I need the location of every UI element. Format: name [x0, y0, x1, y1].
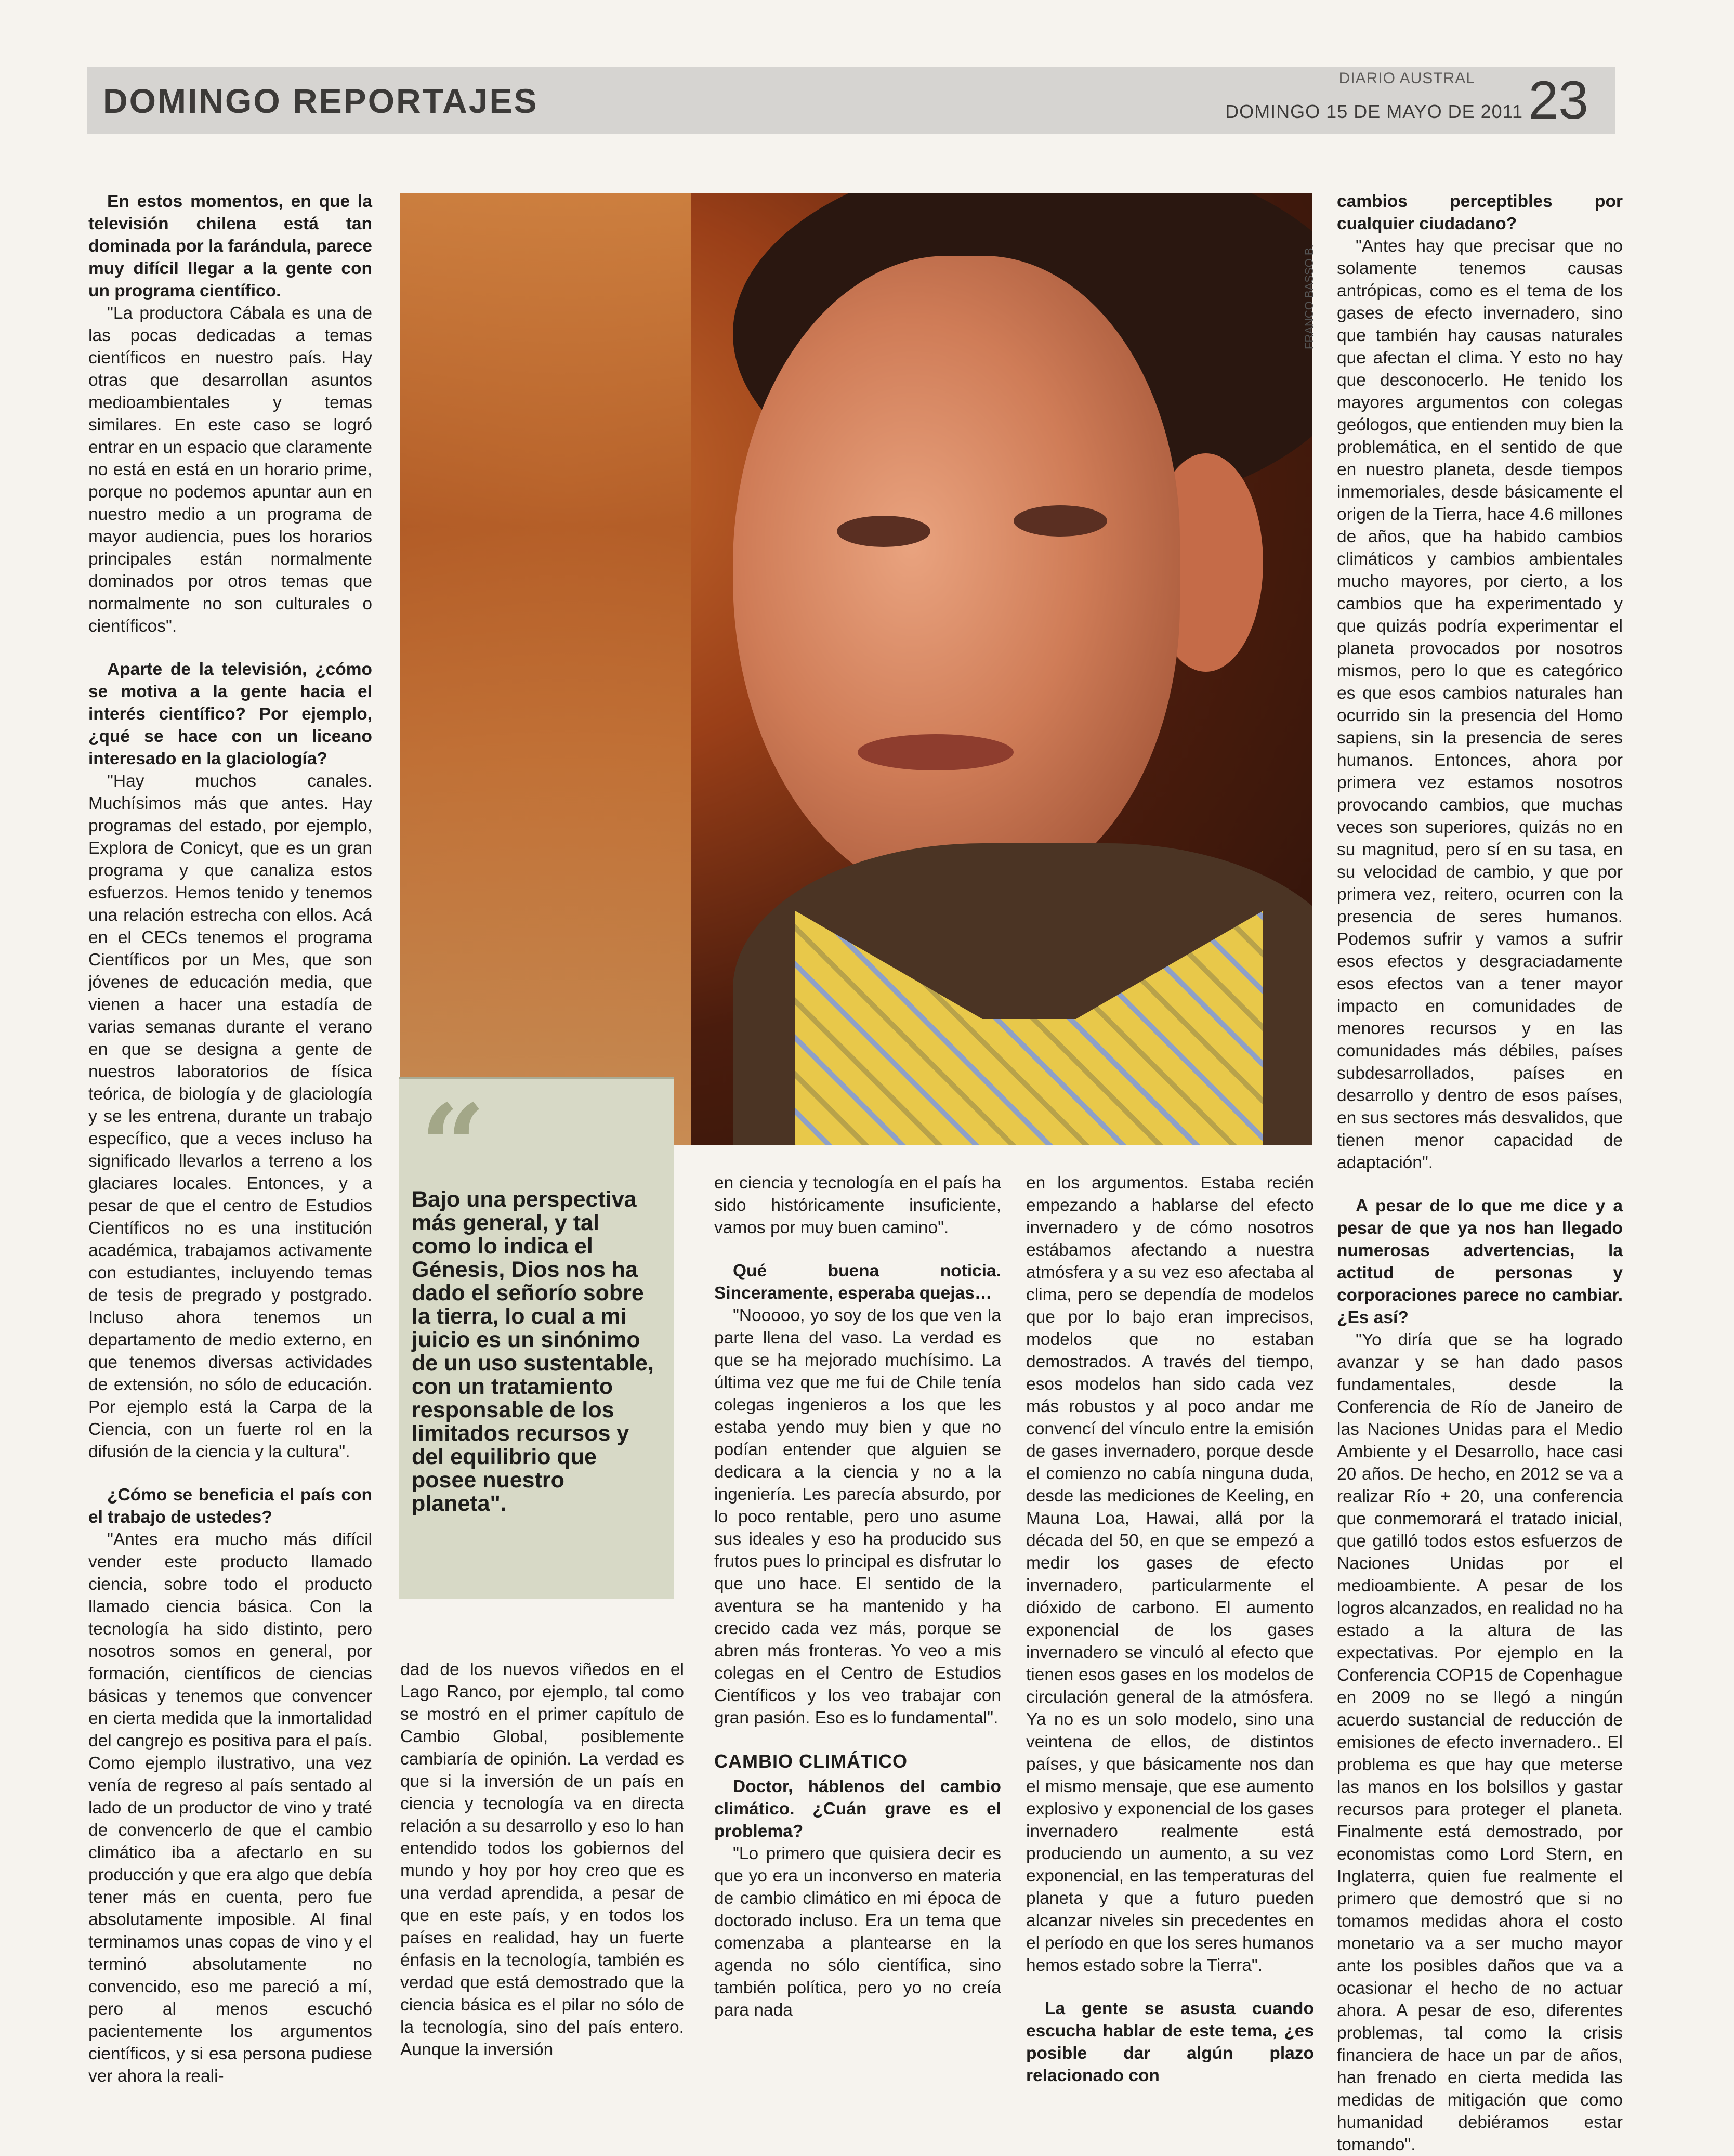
interview-question: Aparte de la televisión, ¿cómo se motiva a la gente hacia el interés científico? Por ejemplo, ¿qué se hace con un liceano interesado en la glaciología? [88, 660, 372, 768]
newspaper-name: DIARIO AUSTRAL [1338, 70, 1475, 87]
interview-answer: dad de los nuevos viñedos en el Lago Ranco, por ejemplo, tal como se mostró en el primer capítulo de Cambio Global, posiblemente cambiaría de opinión. La verdad es que si la inversión de un país en ciencia y tecnología va en directa relación a su desarrollo y eso lo han entendido todos los gobiernos del mundo y hoy por hoy creo que es una verdad aprendida, a pesar de que en este país, y en todos los países en realidad, hay un fuerte énfasis en la tecnología, también es verdad que está demostrado que la ciencia básica es el pilar no sólo de la tecnología, sino del país entero. Aunque la inversión [400, 1660, 684, 2059]
interview-question: ¿Cómo se beneficia el país con el trabajo de ustedes? [88, 1485, 372, 1527]
article-column-3 [714, 1172, 1001, 2021]
page-header [87, 67, 1615, 134]
interview-question: Doctor, háblenos del cambio climático. ¿Cuán grave es el problema? [714, 1777, 1001, 1841]
interview-question: cambios perceptibles por cualquier ciudadano? [1337, 192, 1623, 233]
issue-date: DOMINGO 15 DE MAYO DE 2011 [1225, 101, 1523, 122]
interviewee-photo [400, 193, 1312, 1145]
interview-answer: "Antes hay que precisar que no solamente tenemos causas antrópicas, como es el tema de los gases de efecto invernadero, sino que también hay causas naturales que afectan el clima. Y esto no hay que desconocerlo. He tenido los mayores argumentos con colegas geólogos, que entienden muy bien la problemática, en el sentido de que en nuestro planeta, desde tiempos inmemoriales, desde básicamente el origen de la Tierra, hace 4.6 millones de años, que ha habido cambios climáticos y cambios ambientales mucho mayores, por cierto, a los cambios que ha experimentado y que quizás podría experimentar el planeta provocados por nosotros mismos, pero lo que es categórico es que esos cambios naturales han ocurrido sin la presencia del Homo sapiens, sin la presencia de seres humanos. Entonces, ahora por primera vez estamos nosotros provocando cambios, que muchas veces son superiores, quizás no en su magnitud, pero sí en su tasa, en su velocidad de cambio, y que por primera vez, reitero, ocurren con la presencia de seres humanos. Podemos sufrir y vamos a sufrir esos efectos y desgraciadamente esos efectos van a tener mayor impacto en comunidades de menores recursos y en las comunidades más débiles, países subdesarrollados, países en desarrollo y dentro de esos países, en sus sectores más desvalidos, que tienen menor capacidad de adaptación". [1337, 237, 1623, 1172]
interview-question: A pesar de lo que me dice y a pesar de que ya nos han llegado numerosas advertencias, la actitud de personas y corporaciones parece no cambiar. ¿Es así? [1337, 1196, 1623, 1327]
interview-answer: "Hay muchos canales. Muchísimos más que antes. Hay programas del estado, por ejemplo, Explora de Conicyt, que es un gran programa y que canaliza estos esfuerzos. Hemos tenido y tenemos una relación estrecha con ellos. Acá en el CECs tenemos el programa Científicos por un Mes, que son jóvenes de educación media, que vienen a hacer una estadía de varias semanas durante el verano en que se designa a gente de nuestros laboratorios de física teórica, de biología y de glaciología y se les entrena, durante un trabajo específico, que a veces incluso ha significado llevarlos a terreno a los glaciares locales. Entonces, y a pesar de que el centro de Estudios Científicos no es una institución académica, trabajamos activamente con estudiantes, incluyendo temas de tesis de pregrado y postgrado. Incluso ahora tenemos un departamento de medio externo, en que tenemos diversas actividades de extensión, no sólo de educación. Por ejemplo está la Carpa de la Ciencia, con un fuerte rol en la difusión de la ciencia y la cultura". [88, 772, 372, 1461]
interview-answer: "Nooooo, yo soy de los que ven la parte llena del vaso. La verdad es que se ha mejorado muchísimo. La última vez que me fui de Chile tenía colegas ingenieros a los que les estaba yendo muy bien y que no podían entender que alguien se dedicara a la ciencia y no a la ingeniería. Les parecía absurdo, por lo poco rentable, pero uno asume sus ideales y eso ha producido sus frutos pues lo principal es disfrutar lo que uno hace. El sentido de la aventura se ha mantenido y ha crecido cada vez más, porque se abren más fronteras. Yo veo a mis colegas en el Centro de Estudios Científicos y los veo trabajar con gran pasión. Eso es lo fundamental". [714, 1306, 1001, 1728]
quote-icon: “ [420, 1079, 486, 1213]
article-column-5 [1337, 190, 1623, 2156]
article-column-2 [400, 1658, 684, 2061]
pull-quote [399, 1077, 674, 1599]
pull-quote-text: Bajo una perspectiva más general, y tal como lo indica el Génesis, Dios nos ha dado el señorío sobre la tierra, lo cual a mi juicio es un sinónimo de un uso sustentable, con un tratamiento responsable de los limitados recursos y del equilibrio que posee nuestro planeta". [412, 1187, 654, 1516]
section-title: DOMINGO REPORTAJES [103, 82, 538, 120]
interview-answer: "Yo diría que se ha logrado avanzar y se han dado pasos fundamentales, desde la Conferencia de Río de Janeiro de las Naciones Unidas para el Medio Ambiente y el Desarrollo, hace casi 20 años. De hecho, en 2012 se va a realizar Río + 20, una conferencia que conmemorará el tratado inicial, que gatilló todos estos esfuerzos de Naciones Unidas por el medioambiente. A pesar de los logros alcanzados, en realidad no ha estado a la altura de las expectativas. Por ejemplo en la Conferencia COP15 de Copenhague en 2009 no se llegó a ningún acuerdo sustancial de reducción de emisiones de efecto invernadero.. El problema es que hay que meterse las manos en los bolsillos y gastar recursos para proteger el planeta. Finalmente está demostrado, por economistas como Lord Stern, en Inglaterra, quien fue realmente el primero que demostró que si no tomamos medidas ahora el costo monetario va a ser mucho mayor ante los posibles daños que va a ocasionar el hecho de no actuar ahora. A pesar de eso, diferentes problemas, tal como la crisis financiera de hace un par de años, han frenado en cierta medida las medidas de mitigación que como humanidad debiéramos estar tomando". [1337, 1330, 1623, 2154]
photo-credit: FRANCO BASSO B. [1303, 244, 1316, 349]
interview-answer: "Lo primero que quisiera decir es que yo era un inconverso en materia de cambio climático en mi época de doctorado incluso. Era un tema que comenzaba a plantearse en la agenda no sólo científica, sino también política, pero yo no creía para nada [714, 1844, 1001, 2020]
article-column-4 [1026, 1172, 1314, 2087]
interview-question: Qué buena noticia. Sinceramente, esperaba quejas… [714, 1261, 1001, 1303]
interview-answer: "La productora Cábala es una de las pocas dedicadas a temas científicos en nuestro país. Hay otras que desarrollan asuntos medioambientales y temas similares. En este caso se logró entrar en un espacio que claramente no está en está en un horario prime, porque no podemos apuntar aun en nuestro medio a un programa de mayor audiencia, pues los horarios principales están normalmente dominados por otros temas que normalmente no son culturales o científicos". [88, 304, 372, 636]
page-number: 23 [1528, 70, 1588, 130]
interview-question: La gente se asusta cuando escucha hablar de este tema, ¿es posible dar algún plazo relacionado con [1026, 1999, 1314, 2085]
interview-answer: "Antes era mucho más difícil vender este producto llamado ciencia, sobre todo el producto llamado ciencia básica. Con la tecnología ha sido distinto, pero nosotros somos en general, por formación, científicos de ciencias básicas y tenemos que convencer en cierta medida que la inmortalidad del cangrejo es positiva para el país. Como ejemplo ilustrativo, una vez venía de regreso al país sentado al lado de un productor de vino y traté de convencerlo de que el cambio climático iba a afectarlo en su producción y que era algo que debía tener más en cuenta, pero fue absolutamente imposible. Al final terminamos unas copas de vino y el terminó absolutamente no convencido, eso me pareció a mí, pero al menos escuchó pacientemente los argumentos científicos, y si esa persona pudiese ver ahora la reali- [88, 1530, 372, 2086]
interview-answer: en ciencia y tecnología en el país ha sido históricamente insuficiente, vamos por muy buen camino". [714, 1173, 1001, 1237]
interview-question: En estos momentos, en que la televisión chilena está tan dominada por la farándula, parece muy difícil llegar a la gente con un programa científico. [88, 192, 372, 300]
interview-answer: en los argumentos. Estaba recién empezando a hablarse del efecto invernadero y de cómo nosotros estábamos afectando a nuestra atmósfera y a su vez eso afectaba al clima, pero se dependía de modelos que por lo bajo eran imprecisos, modelos que no estaban demostrados. A través del tiempo, esos modelos han sido cada vez más robustos y al poco andar me convencí del vínculo entre la emisión de gases invernadero, porque desde el comienzo no cabía ninguna duda, desde las mediciones de Keeling, en Mauna Loa, Hawai, allá por la década del 50, en que se empezó a medir los gases de efecto invernadero, particularmente el dióxido de carbono. El aumento exponencial de los gases invernadero se vinculó al efecto que tienen esos gases en los modelos de circulación general de la atmósfera. Ya no es un solo modelo, sino una veintena de ellos, de distintos países, y que básicamente nos dan el mismo mensaje, que ese aumento explosivo y exponencial de los gases invernadero realmente está produciendo un aumento, a su vez exponencial, en las temperaturas del planeta y que a futuro pueden alcanzar niveles sin precedentes en el período en que los seres humanos hemos estado sobre la Tierra". [1026, 1173, 1314, 1975]
subheading: CAMBIO CLIMÁTICO [714, 1750, 908, 1772]
article-column-1 [88, 190, 372, 2087]
